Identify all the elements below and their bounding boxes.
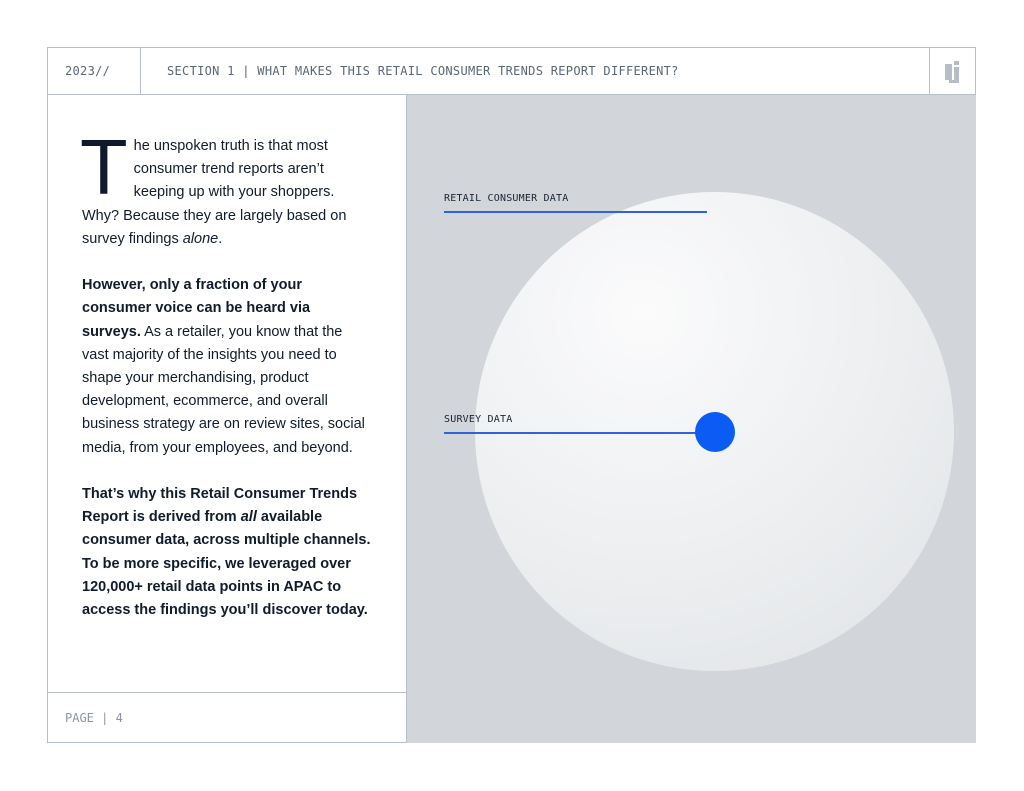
brand-logo bbox=[929, 48, 975, 94]
report-text-1: That’s why this Retail Consumer Trends Report is derived from bbox=[82, 486, 358, 526]
surveys-paragraph bbox=[82, 274, 372, 460]
page-header bbox=[48, 48, 975, 95]
year-label: 2023// bbox=[48, 48, 141, 94]
retail-data-label: RETAIL CONSUMER DATA bbox=[444, 193, 569, 204]
retail-data-line bbox=[444, 211, 707, 213]
intro-paragraph bbox=[80, 123, 372, 251]
page-frame bbox=[47, 47, 976, 743]
survey-data-label: SURVEY DATA bbox=[444, 414, 513, 425]
section-title: SECTION 1 | WHAT MAKES THIS RETAIL CONSUMER TRENDS REPORT DIFFERENT? bbox=[167, 64, 679, 78]
intro-end: . bbox=[218, 230, 223, 247]
survey-data-dot bbox=[695, 412, 735, 452]
diagram-panel bbox=[407, 95, 976, 743]
page-footer: PAGE | 4 bbox=[48, 692, 407, 743]
intro-text: he unspoken truth is that most consumer trend reports aren’t keeping up with your shoppers. Why? Because they are largely based on survey findings bbox=[82, 138, 347, 247]
logo-icon bbox=[945, 58, 961, 84]
report-emphasis: all bbox=[240, 509, 257, 526]
surveys-lead: However, only a fraction of your consumer voice can be heard via surveys. bbox=[82, 277, 311, 340]
text-panel bbox=[48, 95, 407, 692]
survey-data-line bbox=[444, 432, 714, 434]
intro-emphasis: alone bbox=[182, 230, 219, 247]
report-text-2: available consumer data, across multiple channels. To be more specific, we leveraged over 120,000+ retail data points in APAC to access the findings you’ll discover today. bbox=[82, 509, 371, 619]
report-paragraph bbox=[82, 483, 372, 622]
surveys-text: As a retailer, you know that the vast majority of the insights you need to shape your merchandising, product development, ecommerce, and overall business strategy are on review sites, social media, from your employees, and beyond. bbox=[82, 323, 365, 456]
body-text bbox=[80, 123, 372, 645]
drop-cap: T bbox=[80, 123, 128, 211]
